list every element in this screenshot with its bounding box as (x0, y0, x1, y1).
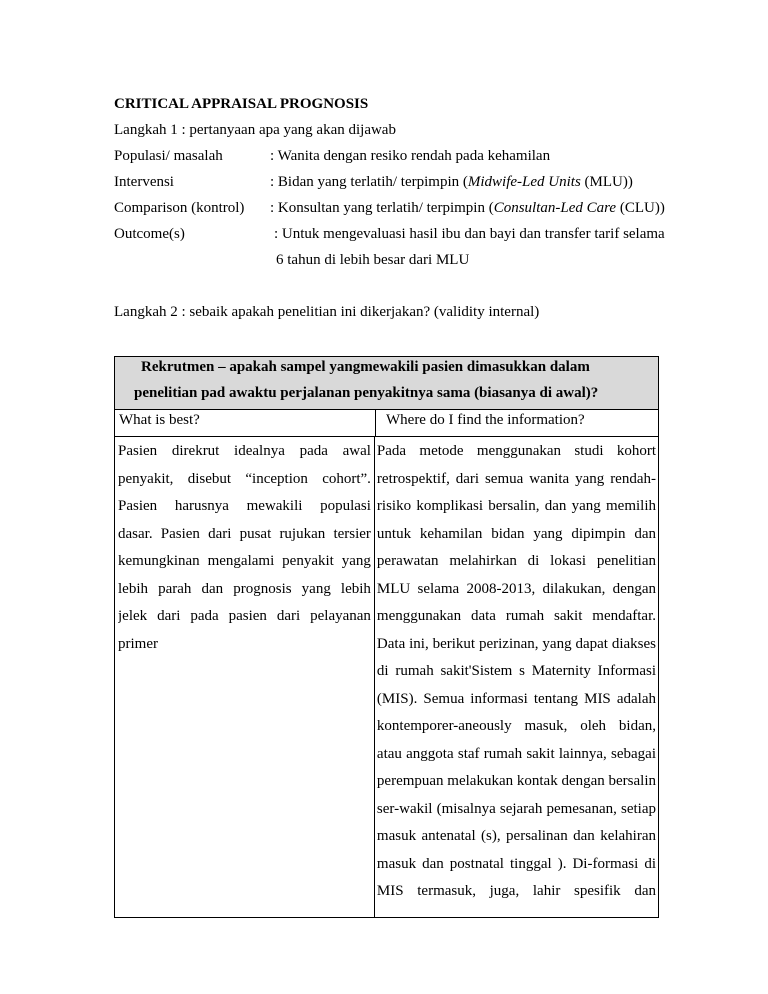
intervensi-suffix: (MLU)) (580, 174, 633, 190)
comparison-value (270, 200, 665, 217)
text-line: untuk kehamilan bidan yang dipimpin dan (376, 525, 656, 542)
text-line: Data ini, berikut perizinan, yang dapat diakses (376, 635, 656, 652)
intervensi-value (270, 174, 633, 191)
text-line: Pada metode menggunakan studi kohort (376, 443, 656, 459)
text-line: masuk antenatal (s), persalinan dan kelahiran (376, 828, 656, 844)
comparison-suffix: (CLU)) (616, 200, 665, 216)
text-line: lebih parah dan prognosis yang lebih (118, 580, 371, 597)
comparison-label: Comparison (kontrol) (114, 200, 245, 216)
intervensi-italic: Midwife-Led Units (467, 174, 581, 190)
what-is-best-cell (115, 437, 375, 917)
text-line: dasar. Pasien dari pusat rujukan tersier (118, 525, 371, 542)
pico-intervensi-row (114, 174, 674, 194)
text-line: jelek dari pada pasien dari pelayanan (118, 608, 371, 624)
appraisal-table (114, 356, 659, 918)
text-line: penyakit, disebut “inception cohort”. (118, 470, 371, 487)
text-line: ser-wakil (misalnya sejarah pemesanan, setiap (376, 800, 656, 817)
populasi-label: Populasi/ masalah (114, 148, 223, 164)
text-line: risiko komplikasi bersalin, dan yang memilih (376, 498, 656, 514)
populasi-value: : Wanita dengan resiko rendah pada kehamilan (270, 148, 551, 164)
text-line: kemungkinan mengalami penyakit yang (118, 553, 371, 569)
where-info-cell (375, 437, 658, 917)
table-body-row (115, 437, 658, 917)
text-line: perempuan melakukan kontak dengan bersalin (376, 773, 656, 789)
table-subheader (115, 410, 658, 437)
comparison-prefix: : Konsultan yang terlatih/ terpimpin ( (270, 200, 494, 216)
table-header-line-1: Rekrutmen – apakah sampel yangmewakili pasien dimasukkan dalam (141, 359, 590, 375)
col-head-what-is-best: What is best? (115, 410, 376, 436)
text-line: primer (118, 635, 158, 652)
text-line: Pasien harusnya mewakili populasi (118, 498, 371, 514)
text-line: MIS termasuk, juga, lahir spesifik dan (376, 883, 656, 899)
step2-text: Langkah 2 : sebaik apakah penelitian ini dikerjakan? (validity internal) (114, 304, 540, 320)
pico-outcome-row (114, 226, 674, 246)
text-line: retrospektif, dari semua wanita yang rendah- (376, 470, 656, 487)
outcome-value: : Untuk mengevaluasi hasil ibu dan bayi dan transfer tarif selama (274, 226, 665, 242)
text-line: Pasien direkrut idealnya pada awal (118, 443, 371, 459)
table-header-line-2: penelitian pad awaktu perjalanan penyakitnya sama (biasanya di awal)? (134, 385, 599, 401)
text-line: (MIS). Semua informasi tentang MIS adalah (376, 690, 656, 707)
comparison-italic: Consultan-Led Care (493, 200, 617, 216)
table-header (115, 357, 658, 410)
col-head-where-info: Where do I find the information? (386, 412, 585, 428)
text-line: menggunakan data rumah sakit mendaftar. (376, 608, 656, 624)
pico-populasi-row (114, 148, 674, 168)
intervensi-label: Intervensi (114, 174, 174, 190)
outcome-continuation: 6 tahun di lebih besar dari MLU (276, 252, 470, 268)
text-line: perawatan melahirkan di lokasi penelitian (376, 553, 656, 569)
pico-comparison-row (114, 200, 674, 220)
page-title: CRITICAL APPRAISAL PROGNOSIS (114, 96, 369, 112)
step1-text: Langkah 1 : pertanyaan apa yang akan dijawab (114, 122, 396, 138)
text-line: masuk dan postnatal tinggal ). Di-formasi di (376, 855, 656, 872)
text-line: atau anggota staf rumah sakit lainnya, sebagai (376, 745, 656, 762)
text-line: di rumah sakit'Sistem s Maternity Informasi (376, 663, 656, 679)
outcome-label: Outcome(s) (114, 226, 185, 242)
text-line: MLU selama 2008-2013, dilakukan, dengan (376, 580, 656, 597)
text-line: kontemporer-aneously masuk, oleh bidan, (376, 718, 656, 734)
intervensi-prefix: : Bidan yang terlatih/ terpimpin ( (270, 174, 468, 190)
